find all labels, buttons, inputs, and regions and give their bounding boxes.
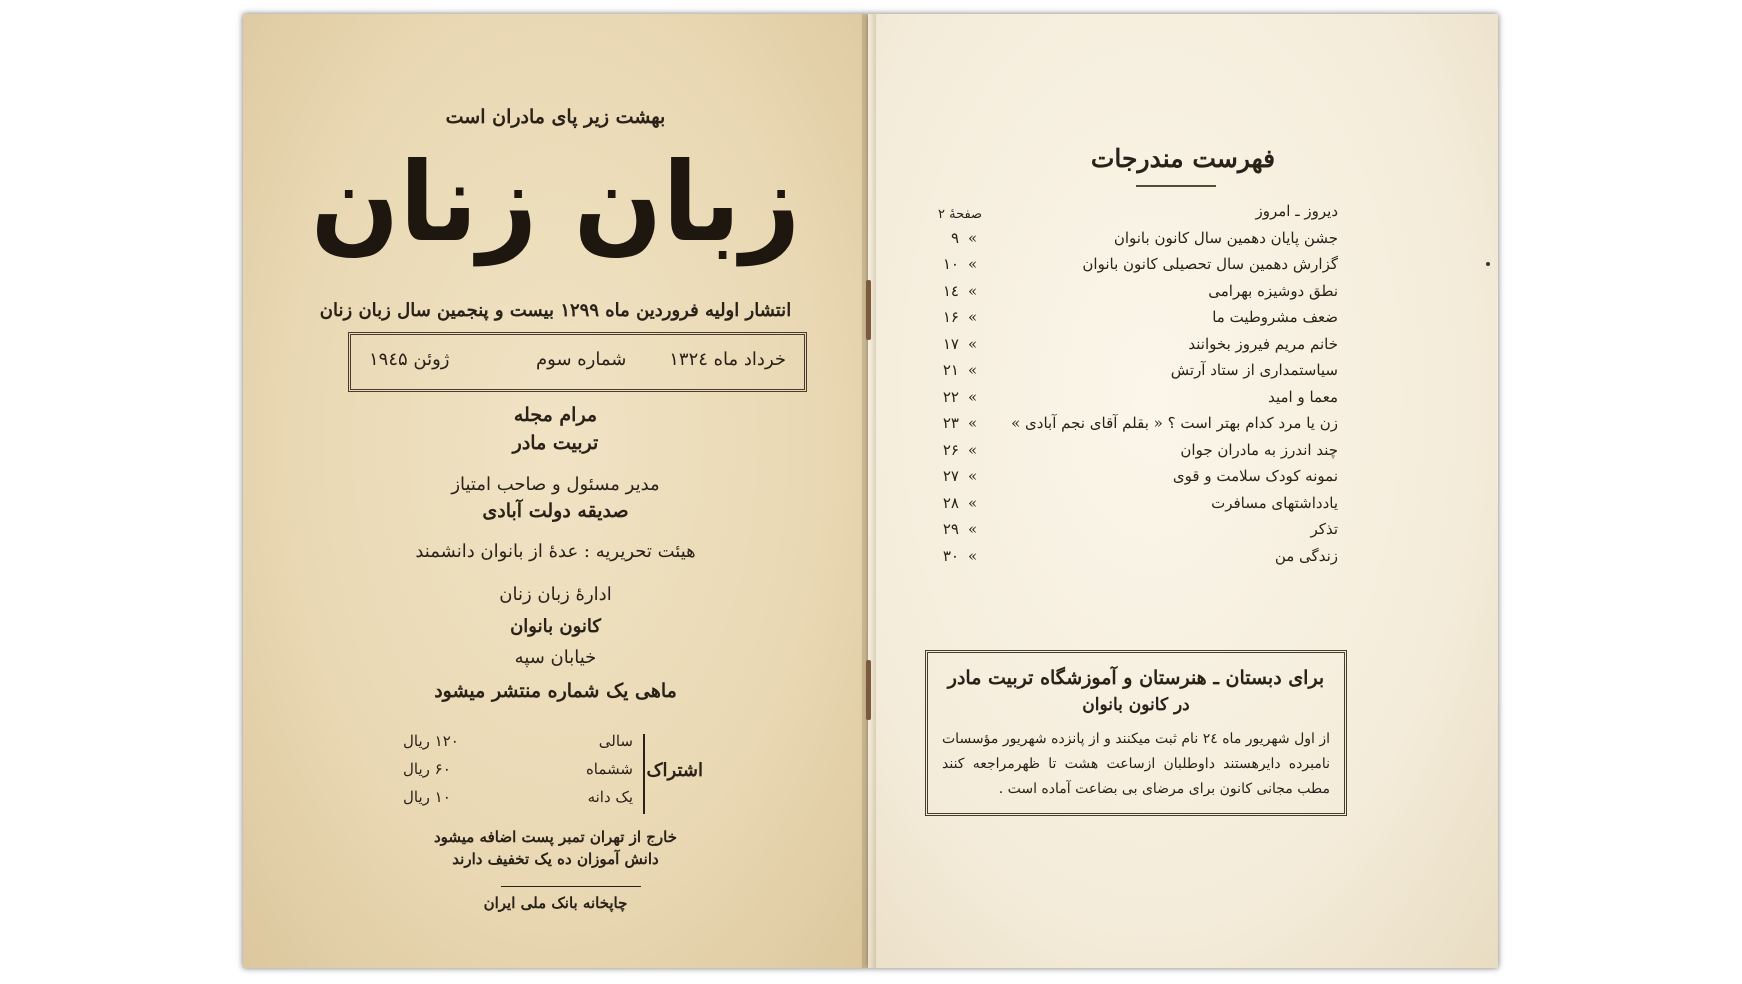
toc-leader-mark: » — [968, 228, 978, 247]
office-street: خیابان سپه — [514, 647, 597, 668]
toc-entry-title: گزارش دهمین سال تحصیلی کانون بانوان — [1082, 255, 1338, 273]
toc-entry-page: ۲۹ — [942, 520, 959, 538]
toc-entry-title: جشن پایان دهمین سال کانون بانوان — [1113, 228, 1338, 247]
toc-entry-page: ۱۷ — [942, 334, 959, 353]
toc-entry-page: ۲۷ — [942, 467, 959, 485]
notice-body: از اول شهریور ماه ۲٤ نام ثبت میکنند و از پانزده شهریور مؤسسات نامبرده دایرهستند داوطلبان ازساعت هشت تا ظهرمراجعه کنند مطب مجانی کانون برای مرضای بی بضاعت آماده است . — [942, 731, 1331, 797]
toc-leader-mark: » — [968, 493, 978, 512]
toc-entry-title: خانم مریم فیروز بخوانند — [1188, 334, 1338, 353]
subscription-block — [403, 730, 703, 820]
toc-entry-title: یادداشتهای مسافرت — [1211, 493, 1338, 512]
toc-leader-mark: » — [968, 255, 978, 273]
staple — [866, 280, 871, 340]
printer-divider — [501, 886, 641, 887]
subscription-price: ۱۲۰ ریال — [403, 732, 459, 750]
toc-entry-title: معما و امید — [1268, 387, 1338, 406]
motto: بهشت زیر پای مادران است — [445, 106, 666, 128]
toc-entry-title: نطق دوشیزه بهرامی — [1208, 281, 1338, 300]
subscription-price: ۶۰ ریال — [403, 760, 451, 778]
director-label: مدیر مسئول و صاحب امتیاز — [451, 474, 660, 495]
toc-entry-page: ۲۶ — [942, 440, 959, 459]
toc-leader-mark: » — [968, 440, 978, 459]
toc-leader-mark: » — [968, 414, 978, 432]
issue-number: شماره سوم — [536, 349, 627, 370]
toc-entry — [868, 414, 1498, 440]
toc-entry — [868, 520, 1498, 546]
toc-page-header: صفحهٔ ۲ — [938, 207, 983, 222]
issue-box — [348, 332, 807, 392]
toc-entry-title: دیروز ـ امروز — [1255, 202, 1338, 220]
toc-entry — [868, 547, 1498, 573]
issue-date: خرداد ماه ۱۳۲٤ — [669, 349, 786, 370]
publication-frequency: ماهی یک شماره منتشر میشود — [434, 680, 677, 702]
toc-entry — [868, 441, 1498, 467]
toc-entry — [868, 255, 1498, 281]
subscription-period: سالی — [598, 732, 633, 750]
toc-entry-title: زن یا مرد کدام بهتر است ؟ « بقلم آقای نجم آبادی » — [1011, 414, 1338, 432]
right-page — [868, 14, 1498, 968]
toc-title-underline — [1136, 185, 1216, 187]
toc-entry — [868, 361, 1498, 387]
toc-entry-page: ۱۶ — [942, 308, 959, 326]
editorial-board: هیئت تحریریه : عدهٔ از بانوان دانشمند — [415, 541, 696, 562]
subscription-period: ششماه — [585, 760, 633, 778]
left-page — [243, 14, 868, 968]
toc-entry — [868, 494, 1498, 520]
toc-leader-mark: » — [968, 281, 978, 300]
subscription-row — [403, 788, 633, 812]
toc-entry-page: ۲۱ — [942, 361, 959, 379]
students-note: دانش آموزان ده یک تخفیف دارند — [452, 850, 659, 868]
printer: چاپخانه بانک ملی ایران — [483, 894, 628, 912]
toc-entry — [868, 335, 1498, 361]
toc-entry — [868, 308, 1498, 334]
notice-box — [925, 650, 1347, 816]
toc-entry-title: نمونه کودک سلامت و قوی — [1172, 467, 1338, 485]
toc-title: فهرست مندرجات — [1090, 144, 1276, 173]
toc-entry-page: ۱۰ — [942, 255, 959, 273]
subscription-row — [403, 732, 633, 756]
director-name: صدیقه دولت آبادی — [482, 500, 629, 522]
toc-leader-mark: » — [968, 546, 978, 565]
toc-entry-title: زندگی من — [1274, 546, 1338, 565]
subscription-row — [403, 760, 633, 784]
subscription-period: یک دانه — [587, 788, 633, 806]
toc-entry-page: ۹ — [950, 228, 959, 247]
toc-entry-page: ۱٤ — [942, 281, 959, 300]
toc-entry-page: ۲۸ — [942, 493, 959, 512]
toc-entry — [868, 229, 1498, 255]
founded-line: انتشار اولیه فروردین ماه ۱۲۹۹ بیست و پنجمین سال زبان زنان — [319, 300, 792, 321]
mission: تربیت مادر — [512, 432, 599, 454]
toc-leader-mark: » — [968, 361, 978, 379]
toc-leader-mark: » — [968, 520, 978, 538]
book-gutter — [862, 14, 876, 968]
toc-entry — [868, 202, 1498, 228]
office-org: کانون بانوان — [510, 616, 601, 637]
mission-label: مرام مجله — [513, 404, 598, 426]
postage-note: خارج از تهران تمبر پست اضافه میشود — [433, 828, 678, 846]
toc-entry-page: ۲۲ — [942, 387, 959, 406]
toc-entry-title: ضعف مشروطیت ما — [1212, 308, 1338, 326]
office-label: ادارهٔ زبان زنان — [499, 584, 612, 605]
toc-entry-page: ۲۳ — [942, 414, 959, 432]
subscription-bracket — [643, 734, 645, 814]
notice-title: برای دبستان ـ هنرستان و آموزشگاه تربیت مادر — [947, 667, 1325, 689]
staple — [866, 660, 871, 720]
toc-entry-title: سیاستمداری از ستاد آرتش — [1170, 361, 1338, 379]
toc-entry — [868, 282, 1498, 308]
toc-entry-page: ۳۰ — [942, 546, 959, 565]
subscription-price: ۱۰ ریال — [403, 788, 451, 806]
toc-leader-mark: » — [968, 308, 978, 326]
subscription-label: اشتراک — [646, 760, 703, 781]
toc-entry — [868, 388, 1498, 414]
toc-entry — [868, 467, 1498, 493]
toc-leader-mark: » — [968, 334, 978, 353]
toc-entry-title: تذکر — [1310, 520, 1338, 538]
toc-leader-mark: » — [968, 387, 978, 406]
issue-gregorian-date: ژوئن ۱۹٤۵ — [369, 349, 450, 370]
notice-subtitle: در کانون بانوان — [1082, 695, 1190, 715]
masthead-title: زبان زنان — [310, 137, 801, 267]
toc-leader-mark: » — [968, 467, 978, 485]
toc-entry-title: چند اندرز به مادران جوان — [1180, 440, 1338, 459]
